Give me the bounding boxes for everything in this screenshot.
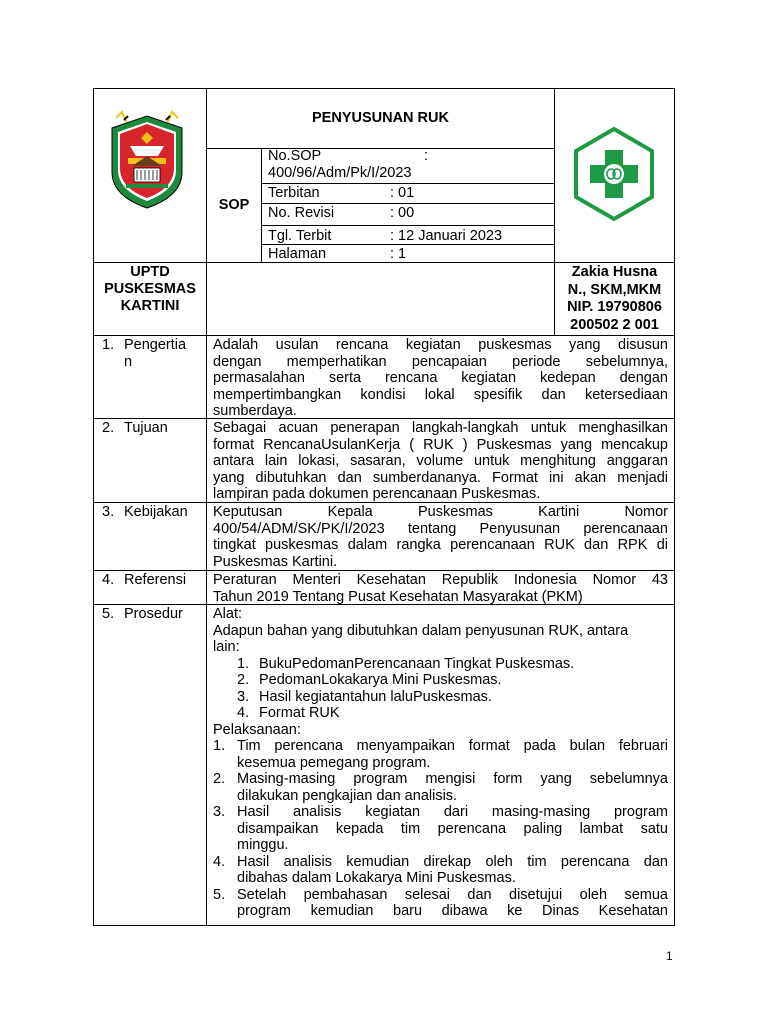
section-label: Referensi: [124, 572, 187, 588]
section-body: [213, 337, 668, 420]
org-line: PUSKESMAS: [104, 281, 196, 297]
body-line: yang dibutuhkan dan sumberdananya. Format ini akan menjadi: [213, 469, 668, 486]
list-text: dibahas dalam Lokakarya Mini Puskesmas.: [237, 870, 516, 886]
org-line: UPTD: [130, 264, 170, 280]
list-text: Hasil kegiatantahun laluPuskesmas.: [259, 688, 492, 705]
regional-logo: [106, 110, 188, 210]
list-number: 4.: [237, 705, 250, 721]
alat-heading: Alat:: [213, 606, 243, 622]
no-sop-value: 400/96/Adm/Pk/I/2023: [268, 164, 412, 181]
org-line: KARTINI: [120, 298, 180, 314]
list-text: dilakukan pengkajian dan analisis.: [237, 787, 458, 804]
list-text: Hasil analisis kegiatan dari masing-masing program: [237, 804, 668, 820]
tgl-terbit-label: Tgl. Terbit: [268, 228, 332, 244]
list-text: Tim perencana menyampaikan format pada bulan februari: [237, 738, 668, 754]
halaman-value: : 1: [390, 246, 407, 262]
rule: [93, 335, 675, 336]
revisi-label: No. Revisi: [268, 205, 335, 221]
body-line: sumberdaya.: [213, 403, 297, 419]
section-label: Prosedur: [124, 606, 183, 622]
section-number: 1.: [102, 337, 115, 353]
list-text: minggu.: [237, 837, 289, 853]
pelaksanaan-heading: Pelaksanaan:: [213, 721, 301, 738]
org-name: [94, 264, 206, 315]
list-text: Hasil analisis kemudian direkap oleh tim perencana dan: [237, 853, 668, 870]
list-text: BukuPedomanPerencanaan Tingkat Puskesmas.: [259, 655, 575, 672]
signatory-line: Zakia Husna: [571, 264, 658, 280]
section-number: 3.: [102, 504, 115, 520]
rule: [261, 225, 554, 226]
rule: [261, 148, 262, 262]
section-body: [213, 606, 668, 920]
rule: [261, 203, 554, 204]
body-line: Puskesmas Kartini.: [213, 553, 338, 570]
page-number: 1: [666, 949, 673, 963]
revisi-value: : 00: [390, 205, 415, 221]
body-line: dengan memperhatikan pencapaian periode sebelumnya,: [213, 353, 668, 370]
body-line: Tahun 2019 Tentang Pusat Kesehatan Masyarakat (PKM): [213, 588, 583, 605]
sop-label: SOP: [218, 197, 250, 213]
list-number: 1.: [237, 655, 250, 672]
list-number: 5.: [213, 886, 226, 903]
list-number: 4.: [213, 853, 226, 870]
list-item: [237, 689, 668, 706]
document-title: PENYUSUNAN RUK: [312, 110, 449, 126]
body-line: permasalahan serta rencana kegiatan kedepan dengan: [213, 370, 668, 386]
list-item: [213, 887, 668, 920]
section-number: 5.: [102, 606, 115, 622]
list-text: program kemudian baru dibawa ke Dinas Kesehatan: [237, 903, 668, 919]
rule: [93, 88, 94, 926]
rule: [93, 88, 675, 89]
body-line: Peraturan Menteri Kesehatan Republik Indonesia Nomor 43: [213, 572, 668, 588]
no-sop-colon: :: [423, 148, 428, 164]
body-line: Sebagai acuan penerapan langkah-langkah untuk menghasilkan: [213, 420, 668, 436]
list-text: Format RUK: [259, 705, 340, 721]
signatory-line: 200502 2 001: [570, 316, 659, 333]
section-label-line: Pengertia: [124, 337, 187, 353]
tgl-terbit-value: : 12 Januari 2023: [390, 228, 503, 244]
body-line: tingkat puskesmas dalam rangka perencanaan RUK dan RPK di: [213, 537, 668, 553]
list-item: [213, 771, 668, 804]
body-line: antara lain lokasi, sasaran, volume untuk menghitung anggaran: [213, 453, 668, 469]
body-line: mempertimbangkan kondisi lokal spesifik dan ketersediaan: [213, 386, 668, 403]
list-number: 3.: [237, 688, 250, 705]
rule: [206, 88, 207, 926]
list-item: [213, 738, 668, 771]
terbitan-value: : 01: [390, 185, 415, 201]
terbitan-label: Terbitan: [268, 185, 320, 201]
list-number: 2.: [237, 672, 250, 688]
list-item: [237, 672, 668, 689]
list-text: kesemua pemegang program.: [237, 754, 431, 771]
section-body: [213, 504, 668, 570]
list-text: Masing-masing program mengisi form yang sebelumnya: [237, 771, 668, 787]
section-body: [213, 572, 668, 605]
list-text: Setelah pembahasan selesai dan disetujui oleh semua: [237, 886, 668, 903]
list-number: 2.: [213, 771, 226, 787]
section-label: [124, 337, 186, 370]
list-text: disampaikan kepada tim perencana paling lambat satu: [237, 820, 668, 837]
rule: [93, 262, 675, 263]
section-body: [213, 420, 668, 503]
section-number: 4.: [102, 572, 115, 588]
signatory-line: NIP. 19790806: [567, 299, 662, 315]
no-sop-label: No.SOP: [268, 148, 322, 164]
signatory-line: N., SKM,MKM: [567, 281, 662, 298]
body-line: format RencanaUsulanKerja ( RUK ) Puskesmas yang mencakup: [213, 436, 668, 453]
body-line: 400/54/ADM/SK/PK/I/2023 tentang Penyusunan perencanaan: [213, 520, 668, 537]
puskesmas-logo: [572, 126, 656, 222]
bahan-intro: lain:: [213, 639, 240, 655]
list-text: PedomanLokakarya Mini Puskesmas.: [259, 672, 502, 688]
list-item: [237, 656, 668, 673]
body-line: Keputusan Kepala Puskesmas Kartini Nomor: [213, 504, 668, 520]
section-number: 2.: [102, 420, 115, 436]
list-item: [213, 804, 668, 854]
rule: [93, 570, 675, 571]
section-label: Tujuan: [124, 420, 168, 436]
list-number: 1.: [213, 738, 226, 754]
rule: [674, 88, 675, 926]
section-label: Kebijakan: [124, 504, 188, 520]
body-line: Adalah usulan rencana kegiatan puskesmas yang disusun: [213, 337, 668, 353]
bahan-intro: Adapun bahan yang dibutuhkan dalam penyusunan RUK, antara: [213, 622, 629, 639]
signatory: [555, 264, 674, 334]
bahan-list: [213, 656, 668, 722]
no-sop-label-row: [268, 148, 552, 181]
section-label-line: n: [124, 353, 133, 370]
list-item: [237, 705, 668, 722]
halaman-label: Halaman: [268, 246, 327, 262]
rule: [93, 925, 675, 926]
list-number: 3.: [213, 804, 226, 820]
body-line: lampiran pada dokumen perencanaan Puskesmas.: [213, 486, 541, 502]
list-item: [213, 854, 668, 887]
rule: [261, 183, 554, 184]
